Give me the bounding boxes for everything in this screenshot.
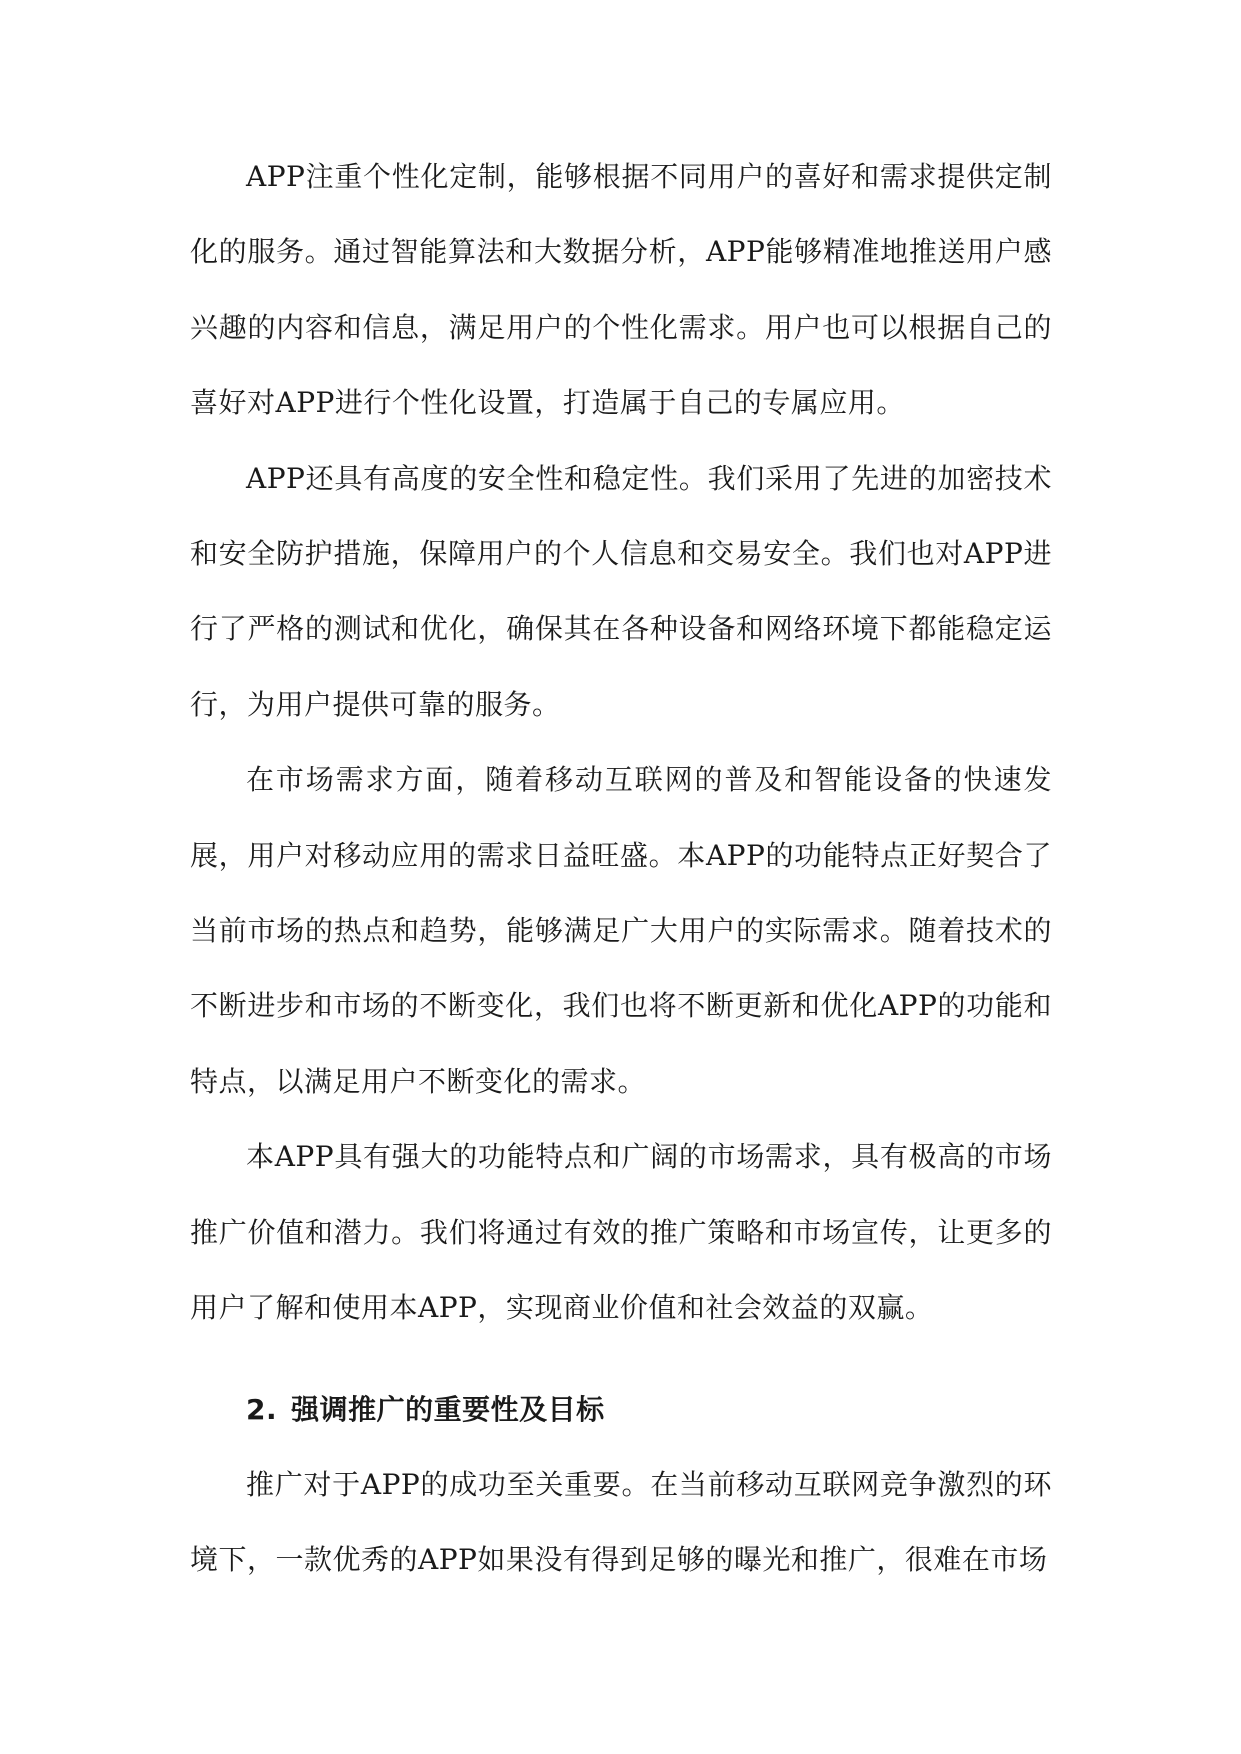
section-title: 强调推广的重要性及目标 [291, 1392, 605, 1426]
paragraph-summary: 本APP具有强大的功能特点和广阔的市场需求，具有极高的市场推广价值和潜力。我们将通过有效的推广策略和市场宣传，让更多的用户了解和使用本APP，实现商业价值和社会效益的双赢。 [190, 1140, 1052, 1325]
paragraph-security: APP还具有高度的安全性和稳定性。我们采用了先进的加密技术和安全防护措施，保障用户的个人信息和交易安全。我们也对APP进行了严格的测试和优化，确保其在各种设备和网络环境下都能稳定运行，为用户提供可靠的服务。 [190, 461, 1052, 721]
paragraph-promotion-importance: 推广对于APP的成功至关重要。在当前移动互联网竞争激烈的环境下，一款优秀的APP如果没有得到足够的曝光和推广，很难在市场 [190, 1467, 1052, 1576]
paragraph-personalization: APP注重个性化定制，能够根据不同用户的喜好和需求提供定制化的服务。通过智能算法和大数据分析，APP能够精准地推送用户感兴趣的内容和信息，满足用户的个性化需求。用户也可以根据自己的喜好对APP进行个性化设置，打造属于自己的专属应用。 [190, 160, 1052, 420]
section-heading [190, 1372, 1052, 1447]
paragraph-market-demand: 在市场需求方面，随着移动互联网的普及和智能设备的快速发展，用户对移动应用的需求日益旺盛。本APP的功能特点正好契合了当前市场的热点和趋势，能够满足广大用户的实际需求。随着技术的不断进步和市场的不断变化，我们也将不断更新和优化APP的功能和特点，以满足用户不断变化的需求。 [190, 763, 1052, 1098]
section-number: 2. [246, 1392, 278, 1426]
document-body [190, 139, 1052, 1597]
